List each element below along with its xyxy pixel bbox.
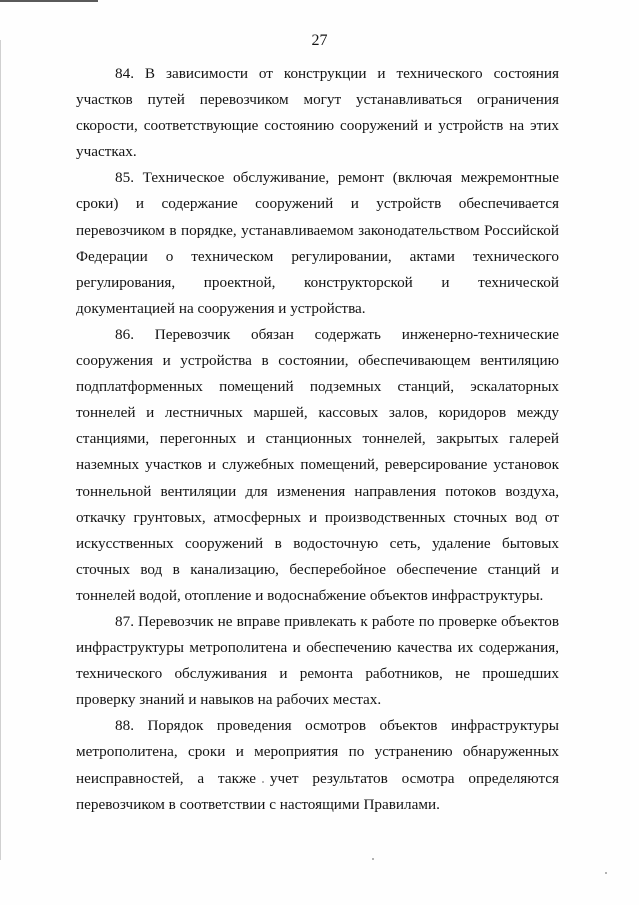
- paragraph-88: 88. Порядок проведения осмотров объектов инфраструктуры метрополитена, сроки и мероприятия по устранению обнаруженных неисправностей, а также учет результатов осмотра определяются перевозчиком в соответствии с настоящими Правилами.: [76, 717, 559, 813]
- paragraph-84: 84. В зависимости от конструкции и технического состояния участков путей перевозчиком могут устанавливаться ограничения скорости, соответствующие состоянию сооружений и устройств на этих участках.: [76, 65, 559, 161]
- paragraph-87: 87. Перевозчик не вправе привлекать к работе по проверке объектов инфраструктуры метрополитена и обеспечению качества их содержания, технического обслуживания и ремонта работников, не прошедших проверку знаний и навыков на рабочих местах.: [76, 612, 559, 709]
- scan-speck: [605, 872, 607, 874]
- document-body: [76, 61, 559, 818]
- scan-artifact-line: [0, 0, 98, 2]
- paragraph-85: 85. Техническое обслуживание, ремонт (включая межремонтные сроки) и содержание сооружений и устройств обеспечивается перевозчиком в порядке, устанавливаемом законодательством Российской Федерации о техническом регулировании, актами технического регулирования, проектной, конструкторской и технической документацией на сооружения и устройства.: [76, 169, 559, 317]
- scan-page-edge: [0, 40, 1, 860]
- scan-speck: [372, 858, 374, 860]
- paragraph-86: 86. Перевозчик обязан содержать инженерно-технические сооружения и устройства в состоянии, обеспечивающем вентиляцию подплатформенных помещений подземных станций, эскалаторных тоннелей и лестничных маршей, кассовых залов, коридоров между станциями, перегонных и станционных тоннелей, закрытых галерей наземных участков и служебных помещений, реверсирование установок тоннельной вентиляции для изменения направления потоков воздуха, откачку грунтовых, атмосферных и производственных сточных вод от искусственных сооружений в водосточную сеть, удаление бытовых сточных вод в канализацию, бесперебойное обеспечение станций и тоннелей водой, отопление и водоснабжение объектов инфраструктуры.: [76, 325, 559, 604]
- page-number: 27: [311, 32, 328, 49]
